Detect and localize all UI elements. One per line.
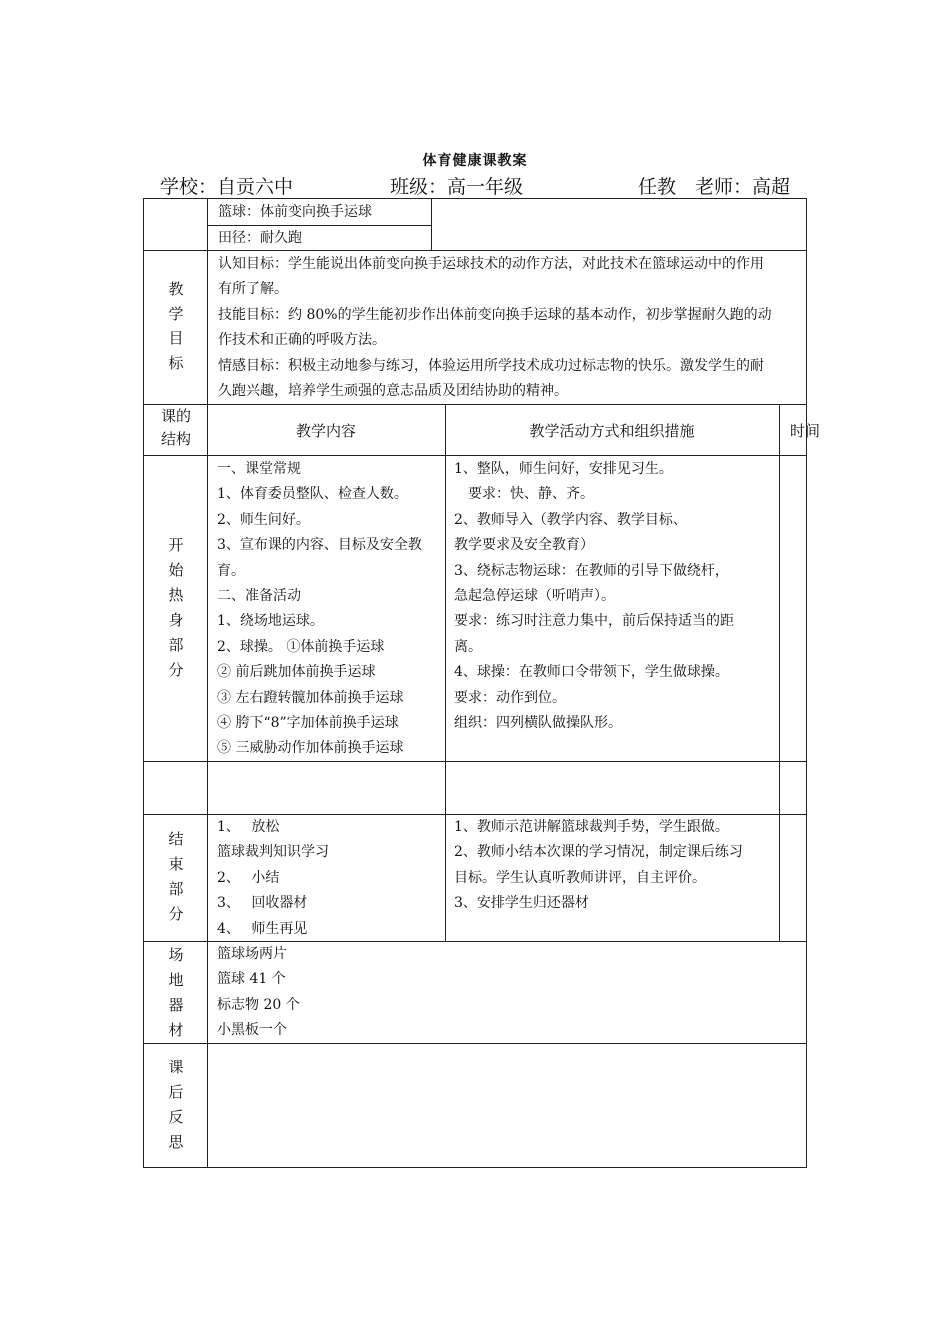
objectives-label: 教 学 目 标 <box>168 280 184 372</box>
class-field: 班级：高一年级 <box>390 176 524 198</box>
time-header: 时间 <box>790 422 821 440</box>
ending-content: 1、 放松 篮球裁判知识学习 2、 小结 3、 回收器材 4、 师生再见 <box>217 819 329 937</box>
content-header: 教学内容 <box>295 422 356 440</box>
activity-header: 教学活动方式和组织措施 <box>529 422 695 440</box>
warmup-label: 开 始 热 身 部 分 <box>168 536 184 679</box>
equipment-list: 篮球场两片 篮球 41 个 标志物 20 个 小黑板一个 <box>217 946 300 1039</box>
warmup-content: 一、课堂常规 1、体育委员整队、检查人数。 2、师生问好。 3、宣布课的内容、目标及安全教 育。 二、准备活动 1、绕场地运球。 2、球操。 ①体前换手运球 ② 前后跳加体前换手运球 ③ 左右蹬转髋加体前换手运球 ④ 胯下“8”字加体前换手运球 ⑤ 三威胁动作加体前换手运球 <box>217 461 422 757</box>
topic-basketball: 篮球：体前变向换手运球 <box>218 204 372 220</box>
school-field: 学校：自贡六中 <box>160 176 294 198</box>
topic-track: 田径：耐久跑 <box>218 230 302 246</box>
warmup-activity: 1、整队，师生问好，安排见习生。 要求：快、静、齐。 2、教师导入（教学内容、教学目标、 教学要求及安全教育） 3、绕标志物运球：在教师的引导下做绕杆， 急起急停运球（听哨声）。 要求：练习时注意力集中，前后保持适当的距 离。 4、球操：在教师口令带领下，学生做球操。 要求：动作到位。 组织：四列横队做操队形。 <box>454 461 734 732</box>
teacher-field: 任教 老师：高超 <box>638 176 791 198</box>
equipment-label: 场 地 器 材 <box>168 946 184 1039</box>
ending-label: 结 束 部 分 <box>168 830 184 923</box>
ending-activity: 1、教师示范讲解篮球裁判手势，学生跟做。 2、教师小结本次课的学习情况，制定课后练习 目标。学生认真听教师讲评，自主评价。 3、安排学生归还器材 <box>454 819 743 912</box>
reflection-label: 课 后 反 思 <box>168 1058 184 1151</box>
page-title: 体育健康课教案 <box>422 153 528 169</box>
objectives-text: 认知目标：学生能说出体前变向换手运球技术的动作方法，对此技术在篮球运动中的作用 有所了解。 技能目标：约 80%的学生能初步作出体前变向换手运球的基本动作，初步掌握耐久跑的动 作技术和正确的呼吸方法。 情感目标：积极主动地参与练习，体验运用所学技术成功过标志物的快乐。激发学生的耐 久跑兴趣，培养学生顽强的意志品质及团结协助的精神。 <box>218 256 772 400</box>
structure-header: 课的 结构 <box>160 407 191 448</box>
